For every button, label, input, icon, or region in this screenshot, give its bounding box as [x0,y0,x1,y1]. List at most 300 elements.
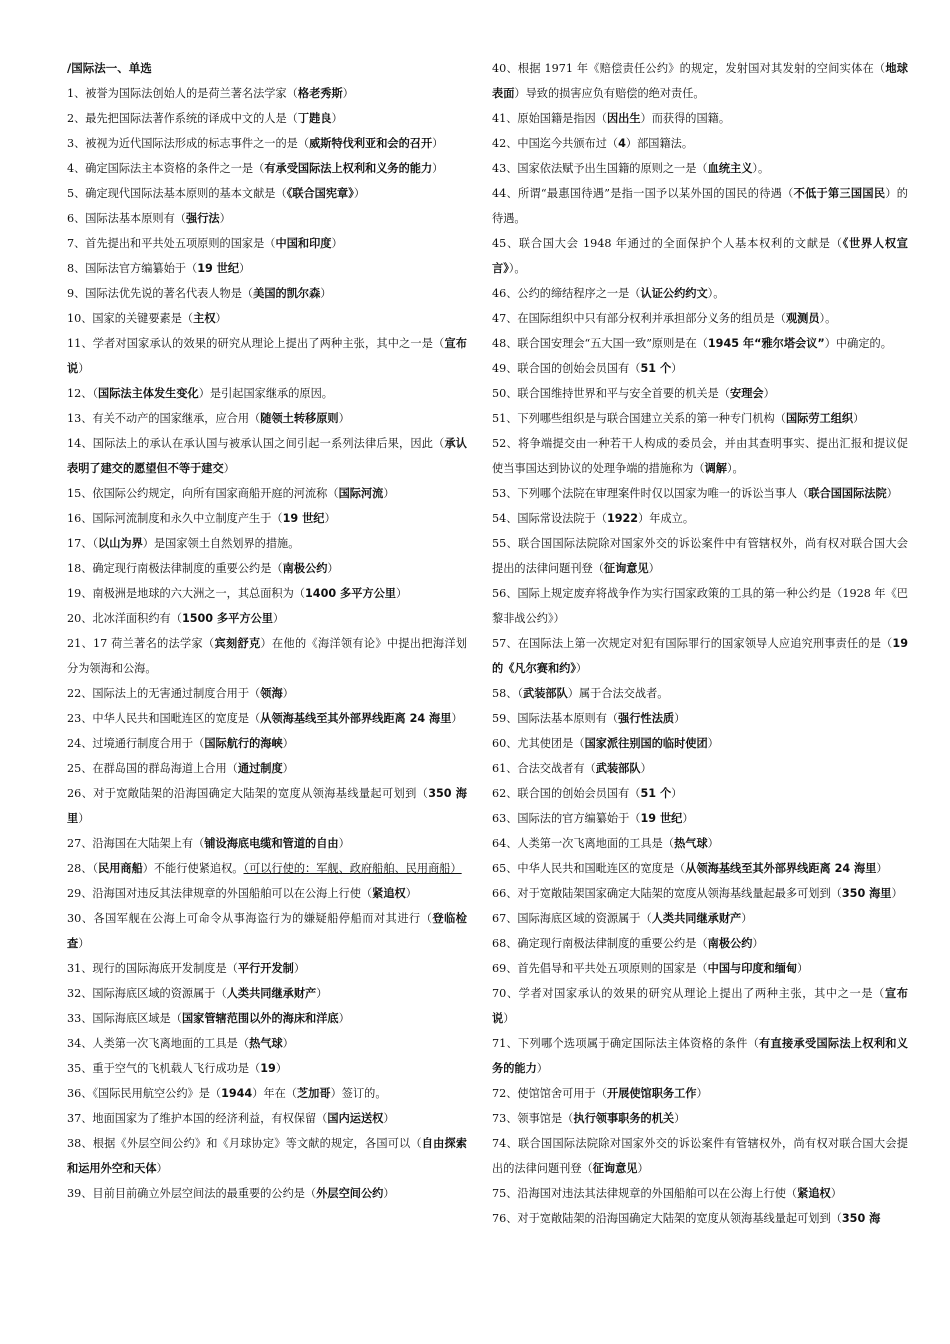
question-tail: ）中确定的。 [824,337,892,350]
question-text: 24、过境通行制度合用于（ [67,737,205,750]
question-text: 13、有关不动产的国家继承，应合用（ [67,412,261,425]
question-item [492,106,908,131]
answer-text: 血统主义 [707,162,753,175]
question-text: 12、（ [67,387,99,400]
answer-text: 热气球 [249,1037,283,1050]
answer-text: 国内运送权 [327,1112,384,1125]
question-text: 21、17 荷兰著名的法学家（ [67,637,215,650]
question-tail: ） [696,1087,708,1100]
question-text: 57、在国际法上第一次规定对犯有国际罪行的国家领导人应追究刑事责任的是（ [492,637,893,650]
answer-text: 350 海里 [841,887,892,900]
answer-text: 1944 [221,1087,253,1100]
question-item [67,981,467,1006]
question-tail: ） [156,1162,168,1175]
answer-text: 国际河流 [338,487,384,500]
question-item [67,606,467,631]
question-tail: ） [741,912,753,925]
question-text: 2、最先把国际法著作系统的译成中文的人是（ [67,112,298,125]
question-tail: ）。 [707,287,725,300]
question-tail: ） [503,1012,515,1025]
question-tail: ） [383,487,395,500]
answer-text: 《世界人权宣言》 [492,237,908,275]
answer-text: 国际劳工组织 [785,412,854,425]
answer-text: 征询意见 [603,562,649,575]
question-item [492,806,908,831]
question-text: 49、联合国的创始会员国有（ [492,362,641,375]
answer-text: 征询意见 [592,1162,638,1175]
question-item [492,331,908,356]
question-tail: ） [671,787,683,800]
question-text: 67、国际海底区域的资源属于（ [492,912,652,925]
question-tail: ） [648,562,660,575]
answer-text: 宾刻舒克 [214,637,261,650]
question-text: 66、对于宽敞陆架国家确定大陆架的宽度从领海基线量起最多可划到（ [492,887,842,900]
answer-text: 350 海里 [67,787,467,825]
question-tail: ） [752,937,764,950]
question-tail: ） [575,662,588,675]
question-tail: ） [383,1187,395,1200]
question-text: 44、所谓“最惠国待遇”是指一国予以某外国的国民的待遇（ [492,187,794,200]
question-item [492,481,908,506]
answer-text: 格老秀斯 [297,87,343,100]
answer-text: 国家管辖范围以外的海床和洋底 [181,1012,339,1025]
question-text: 53、下列哪个法院在审理案件时仅以国家为唯一的诉讼当事人（ [492,487,809,500]
question-tail: ）导致的损害应负有赔偿的绝对责任。 [514,87,705,100]
answer-text: 因出生 [606,112,641,125]
answer-text: 观测员 [785,312,820,325]
question-text: 33、国际海底区域是（ [67,1012,182,1025]
question-item [492,1106,908,1131]
question-text: 46、公约的缔结程序之一是（ [492,287,641,300]
answer-text: 执行领事职务的机关 [573,1112,675,1125]
question-tail: ） [674,712,686,725]
question-item [67,831,467,856]
answer-text: 不低于第三国国民 [793,187,886,200]
answer-text: 1400 多平方公里 [305,587,396,600]
answer-text: 51 个 [640,787,672,800]
answer-text: 安理会 [730,387,764,400]
answer-text: 地球表面 [492,62,908,100]
question-text: 38、根据《外层空间公约》和《月球协定》等文献的规定，各国可以（ [67,1137,422,1150]
question-text: 35、重于空气的飞机载人飞行成功是（ [67,1062,261,1075]
question-list-left [67,81,467,1206]
question-item [492,181,908,231]
answer-text: 认证公约约文 [640,287,708,300]
question-item [492,756,908,781]
answer-text: 中国与印度和缅甸 [707,962,798,975]
question-item [67,131,467,156]
question-text: 15、依国际公约规定，向所有国家商船开庭的河流称（ [67,487,339,500]
question-item [492,731,908,756]
question-text: 76、对于宽敞陆架的沿海国确定大陆架的宽度从领海基线量起可划到（ [492,1212,842,1225]
answer-text: 从领海基线至其外部界线距离 24 海里 [685,862,877,875]
answer-text: 热气球 [674,837,708,850]
question-text: 72、使馆馆舍可用于（ [492,1087,607,1100]
question-tail: ） [272,612,285,625]
question-item [492,231,908,281]
answer-text: 1500 多平方公里 [181,612,273,625]
question-text: 69、首先倡导和平共处五项原则的国家是（ [492,962,708,975]
question-text: 23、中华人民共和国毗连区的宽度是（ [67,712,261,725]
question-tail: ） [707,737,719,750]
question-text: 63、国际法的官方编纂始于（ [492,812,641,825]
question-text: 50、联合国维持世界和平与安全首要的机关是（ [492,387,730,400]
question-text: 55、联合国国际法院除对国家外交的诉讼案件中有管辖权外，尚有权对联合国大会提出的法律问题刊登（ [492,537,908,575]
question-text: 68、确定现行南极法律制度的重要公约是（ [492,937,708,950]
question-item [67,506,467,531]
question-tail: ）。 [819,312,837,325]
answer-text: 登临检查 [67,912,467,950]
question-item [67,256,467,281]
question-tail: ）。 [752,162,770,175]
question-tail: ） [223,462,235,475]
question-item [67,1106,467,1131]
question-item [492,1206,908,1231]
question-item [67,731,467,756]
question-text: 62、联合国的创始会员国有（ [492,787,641,800]
question-tail: ） [830,1187,842,1200]
question-item [492,356,908,381]
right-column [492,56,908,1231]
question-item [67,531,467,556]
question-text: 70、学者对国家承认的效果的研究从理论上提出了两种主张，其中之一是（ [492,987,885,1000]
answer-text: 南极公约 [282,562,328,575]
answer-text: 51 个 [640,362,672,375]
question-text: 36、《国际民用航空公约》是（ [67,1087,222,1100]
question-text: 64、人类第一次飞离地面的工具是（ [492,837,675,850]
question-item [492,681,908,706]
question-tail: ） [383,1112,395,1125]
answer-text: 紧追权 [797,1187,831,1200]
question-text: 34、人类第一次飞离地面的工具是（ [67,1037,250,1050]
question-item [67,1056,467,1081]
question-text: 11、学者对国家承认的效果的研究从理论上提出了两种主张，其中之一是（ [67,337,445,350]
question-text: 43、国家依法赋予出生国籍的原则之一是（ [492,162,708,175]
question-text: 22、国际法上的无害通过制度合用于（ [67,687,261,700]
question-text: 52、将争端提交由一种若干人构成的委员会，并由其查明事实、提出汇报和提议促使当事国达到协议的处理争端的措施称为（ [492,437,908,475]
question-tail: ） [338,1012,350,1025]
question-text: 3、被视为近代国际法形成的标志事件之一的是（ [67,137,310,150]
question-item [67,1181,467,1206]
question-item [67,481,467,506]
question-tail: ） [853,412,865,425]
question-item [492,906,908,931]
question-item [492,1131,908,1181]
question-tail: ） [763,387,775,400]
question-item [67,706,467,731]
question-tail: ） [327,562,339,575]
answer-text: 国家派往别国的临时使团 [584,737,708,750]
question-tail: ） [342,87,354,100]
question-item [67,381,467,406]
question-text: 40、根据 1971 年《赔偿责任公约》的规定，发射国对其发射的空间实体在（ [492,62,886,75]
question-item [67,81,467,106]
question-item [492,281,908,306]
question-item [67,631,467,681]
question-tail: ） [886,487,898,500]
answer-text: 宣布说 [492,987,908,1025]
question-text: 65、中华人民共和国毗连区的宽度是（ [492,862,686,875]
answer-text: 宣布说 [67,337,467,375]
question-item [492,981,908,1031]
question-tail: ） [331,237,343,250]
answer-text: 从领海基线至其外部界线距离 24 海里 [260,712,452,725]
question-item [492,856,908,881]
question-tail: ）。 [726,462,744,475]
answer-text: 铺设海底电缆和管道的自由 [204,837,339,850]
question-text: 58、（ [492,687,524,700]
question-text: 41、原始国籍是指因（ [492,112,607,125]
question-text: 4、确定国际法主本资格的条件之一是（ [67,162,265,175]
question-item [67,406,467,431]
question-text: 6、国际法基本原则有（ [67,212,186,225]
question-tail: ） [215,312,227,325]
question-text: 45、联合国大会 1948 年通过的全面保护个人基本权利的文献是（ [492,237,843,250]
left-column [67,56,467,1206]
answer-text: 南极公约 [707,937,753,950]
answer-text: 强行法 [186,212,220,225]
question-item [492,531,908,581]
question-tail: ） [432,162,444,175]
question-tail: ） [239,262,251,275]
question-text: 29、沿海国对违反其法律规章的外国船舶可以在公海上行使（ [67,887,373,900]
underlined-note: （可以行使的：军舰、政府船舶、民用商船） [243,862,462,875]
answer-text: 承认表明了建交的愿望但不等于建交 [67,437,467,475]
question-tail: ）。 [508,262,526,275]
answer-text: 19 [260,1062,276,1075]
question-text: 56、国际上规定废弃将战争作为实行国家政策的工具的第一种公约是（1928 年《巴黎非战公约》） [492,587,908,625]
question-tail: ）而获得的国籍。 [640,112,731,125]
answer-text: 中国和印度 [275,237,332,250]
question-tail: ） [405,887,417,900]
question-tail: ） [395,587,408,600]
section-heading: /国际法一、单选 [67,61,152,75]
question-text: 8、国际法官方编纂始于（ [67,262,198,275]
question-item [492,406,908,431]
answer-text: 人类共同继承财产 [651,912,742,925]
question-item [492,956,908,981]
question-item [67,306,467,331]
question-tail: ） [320,287,332,300]
question-item [492,381,908,406]
question-text: 39、目前目前确立外层空间法的最重要的公约是（ [67,1187,317,1200]
question-item [67,1081,467,1106]
answer-text: 19 世纪 [282,512,325,525]
question-item [67,556,467,581]
question-item [492,781,908,806]
question-tail: ） [707,837,719,850]
question-tail: ） [331,112,343,125]
question-item [492,881,908,906]
question-tail: ）年成立。 [638,512,695,525]
question-text: 75、沿海国对违法其法律规章的外国船舶可以在公海上行使（ [492,1187,798,1200]
question-item [67,106,467,131]
question-tail: ）属于合法交战者。 [567,687,669,700]
answer-text: 国际法主体发生变化 [98,387,199,400]
question-text: 10、国家的关键要素是（ [67,312,194,325]
question-text: 32、国际海底区域的资源属于（ [67,987,227,1000]
question-tail: ） [282,762,294,775]
question-item [67,781,467,831]
question-item [492,1181,908,1206]
question-text: 51、下列哪些组织是与联合国建立关系的第一种专门机构（ [492,412,786,425]
question-tail: ） [682,812,694,825]
answer-text: 丁韪良 [297,112,332,125]
question-text: 26、对于宽敞陆架的沿海国确定大陆架的宽度从领海基线量起可划到（ [67,787,429,800]
question-item [67,856,467,881]
question-tail: ） [876,862,888,875]
answer-text: 主权 [193,312,216,325]
question-text: 17、（ [67,537,99,550]
answer-text: 联合国国际法院 [808,487,887,500]
question-text: 25、在群岛国的群岛海道上合用（ [67,762,238,775]
question-tail: ） [671,362,683,375]
question-tail: ）在他的《海洋领有论》中提出把海洋划分为领海和公海。 [67,637,467,675]
answer-text: 武装部队 [595,762,641,775]
question-text: 14、国际法上的承认在承认国与被承认国之间引起一系列法律后果，因此（ [67,437,445,450]
answer-text: 国际航行的海峡 [204,737,283,750]
answer-text: 紧追权 [372,887,406,900]
question-tail: ） [275,1062,288,1075]
answer-text: 4 [618,137,626,150]
answer-text: 自由探索和运用外空和天体 [67,1137,467,1175]
question-item [492,56,908,106]
question-tail: ） [637,1162,649,1175]
question-tail: ） [293,962,306,975]
question-item [492,131,908,156]
question-tail: ） [674,1112,686,1125]
answer-text: 开展使馆职务工作 [606,1087,697,1100]
question-item [492,931,908,956]
question-item [67,756,467,781]
question-tail: ） [282,1037,294,1050]
question-tail: ） [324,512,336,525]
answer-text: 350 海 [841,1212,881,1225]
question-text: 1、被誉为国际法创始人的是荷兰著名法学家（ [67,87,298,100]
answer-text: 强行性法质 [618,712,675,725]
question-item [67,281,467,306]
question-tail: ） [282,737,294,750]
question-tail: ）部国籍法。 [625,137,694,150]
question-item [67,156,467,181]
question-tail: ） [353,187,366,200]
question-item [492,1081,908,1106]
answer-text: 以山为界 [98,537,143,550]
answer-text: 19 世纪 [640,812,683,825]
question-tail: ） [797,962,809,975]
question-tail: ） [640,762,652,775]
answer-text: 威斯特伐利亚和会的召开 [309,137,433,150]
question-text: 48、联合国安理会“五大国一致”原则是在（ [492,337,708,350]
question-tail: ） [338,837,350,850]
question-item [492,431,908,481]
question-item [492,1031,908,1081]
question-text: 37、地面国家为了维护本国的经济利益，有权保留（ [67,1112,328,1125]
question-text: 60、尤其使团是（ [492,737,585,750]
question-item [492,581,908,631]
question-list-right [492,56,908,1231]
question-text: 27、沿海国在大陆架上有（ [67,837,205,850]
answer-text: 1945 年“雅尔塔会议” [707,337,825,350]
answer-text: 有直接承受国际法上权利和义务的能力 [492,1037,908,1075]
question-text: 47、在国际组织中只有部分权利并承担部分义务的组员是（ [492,312,786,325]
question-text: 18、确定现行南极法律制度的重要公约是（ [67,562,283,575]
question-text: 30、各国军舰在公海上可命令从事海盗行为的嫌疑船停船而对其进行（ [67,912,433,925]
question-item [67,431,467,481]
question-item [67,206,467,231]
answer-text: 武装部队 [523,687,568,700]
question-text: 28、（ [67,862,99,875]
question-tail: ） [78,812,90,825]
answer-text: 通过制度 [237,762,283,775]
question-text: 42、中国迄今共颁布过（ [492,137,619,150]
question-tail: ） [282,687,294,700]
question-text: 61、合法交战者有（ [492,762,596,775]
answer-text: 有承受国际法上权利和义务的能力 [264,162,433,175]
question-text: 9、国际法优先说的著名代表人物是（ [67,287,254,300]
answer-text: 民用商船 [98,862,143,875]
question-text: 54、国际常设法院于（ [492,512,607,525]
question-text: 74、联合国国际法院除对国家外交的诉讼案件有管辖权外，尚有权对联合国大会提出的法律问题刊登（ [492,1137,908,1175]
question-tail: ）不能行使紧追权。 [142,862,244,875]
question-tail: ）年在（芝加哥）签订的。 [252,1087,387,1100]
answer-text: 外层空间公约 [316,1187,384,1200]
question-item [492,831,908,856]
answer-text: 调解 [704,462,727,475]
question-tail: ） [451,712,463,725]
question-item [67,181,467,206]
question-text: 16、国际河流制度和永久中立制度产生于（ [67,512,283,525]
question-item [67,1131,467,1181]
question-text: 73、领事馆是（ [492,1112,574,1125]
question-item [67,881,467,906]
question-item [492,506,908,531]
answer-text: 领海 [260,687,283,700]
answer-text-secondary: 芝加哥 [296,1087,331,1100]
question-tail: ）是引起国家继承的原因。 [198,387,333,400]
answer-text: 随领土转移原则 [260,412,339,425]
question-item [492,631,908,681]
question-tail: ） [78,937,90,950]
answer-text: 19 的《凡尔赛和约》 [492,637,908,675]
answer-text: 美国的凯尔森 [253,287,321,300]
answer-text: 平行开发制 [237,962,294,975]
answer-text: 1922 [606,512,639,525]
question-tail: ） [338,412,350,425]
question-text: 31、现行的国际海底开发制度是（ [67,962,238,975]
question-item [67,956,467,981]
question-text: 5、确定现代国际法基本原则的基本文献是（ [67,187,287,200]
question-item [67,681,467,706]
question-tail: ） [432,137,444,150]
question-tail: ） [316,987,328,1000]
question-tail: ） [219,212,231,225]
question-item [492,156,908,181]
question-text: 71、下列哪个选项属于确定国际法主体资格的条件（ [492,1037,760,1050]
question-item [67,906,467,956]
answer-text: 人类共同继承财产 [226,987,317,1000]
question-tail: ） [891,887,903,900]
question-item [492,306,908,331]
question-item [67,581,467,606]
question-tail: ）是国家领土自然划界的措施。 [142,537,300,550]
question-text: 7、首先提出和平共处五项原则的国家是（ [67,237,276,250]
question-text: 59、国际法基本原则有（ [492,712,619,725]
question-item [67,231,467,256]
question-text: 20、北冰洋面积约有（ [67,612,182,625]
answer-text: 19 世纪 [197,262,240,275]
question-tail: ） [536,1062,548,1075]
